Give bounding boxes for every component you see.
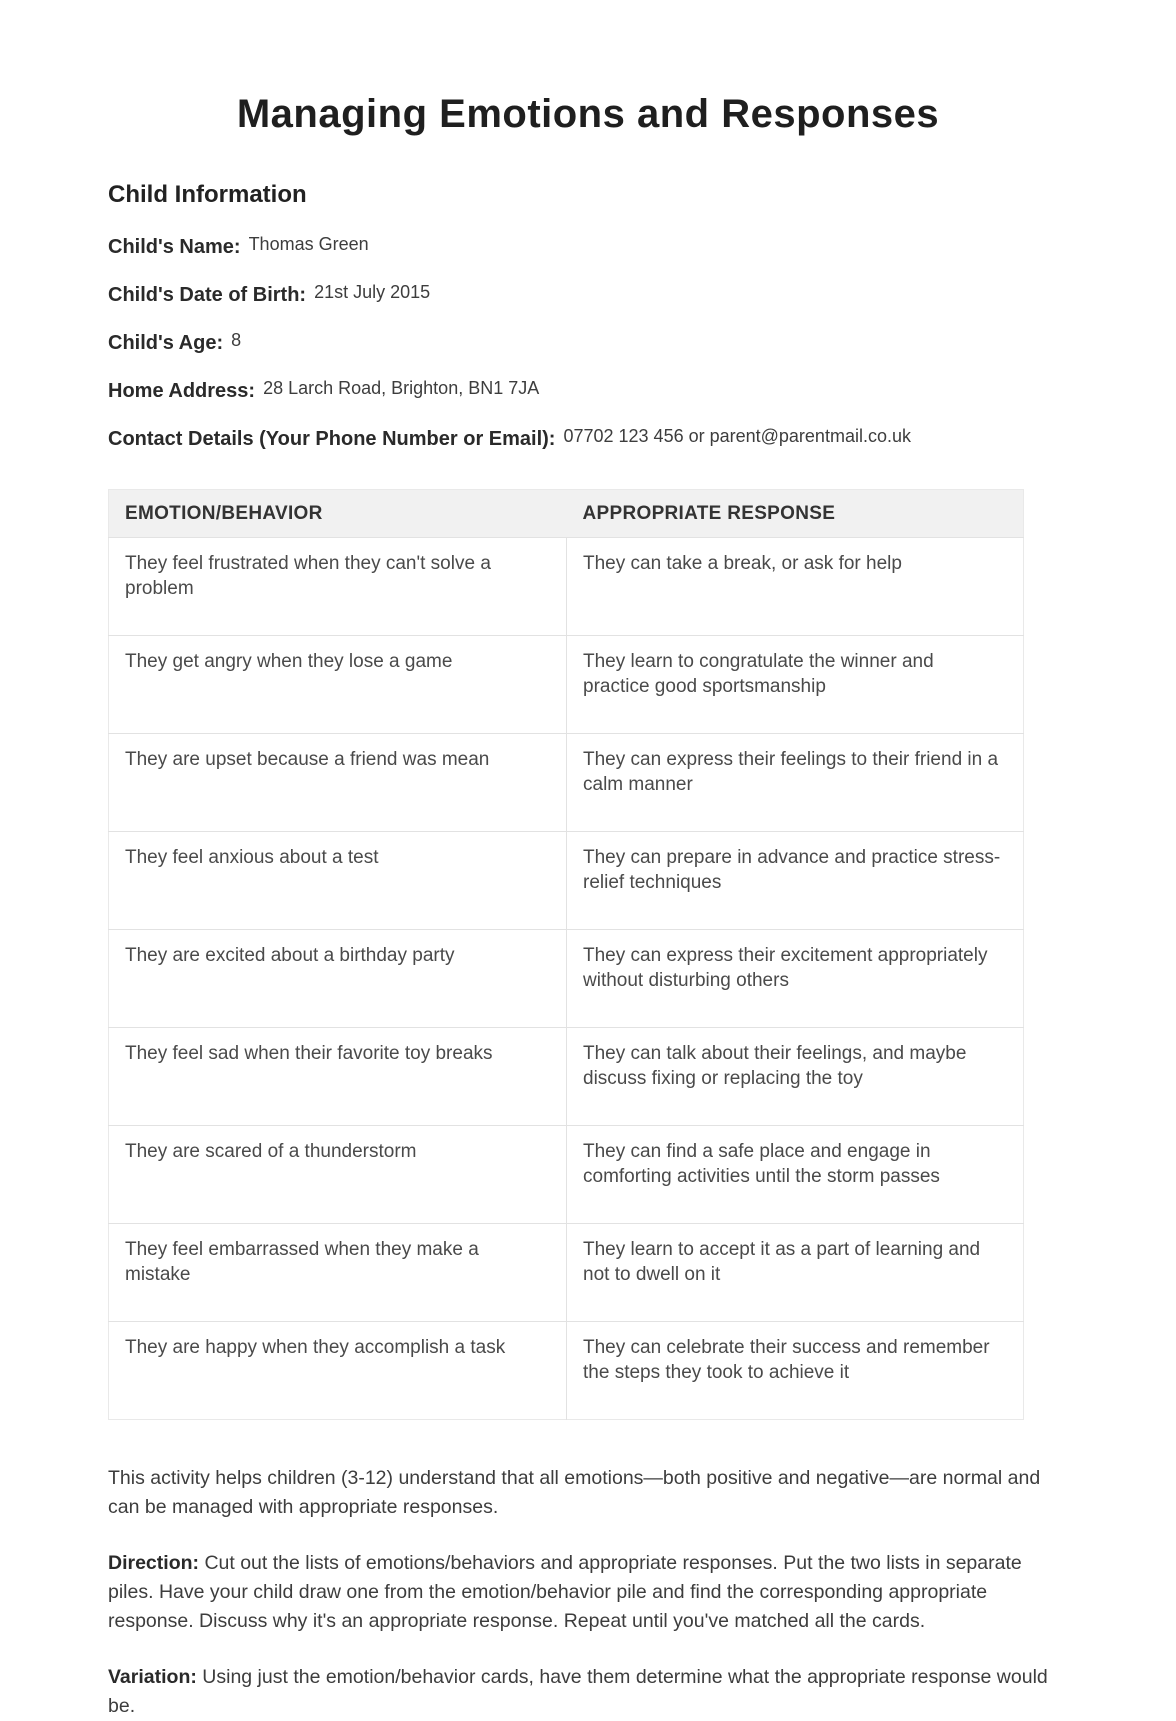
field-date-of-birth: [108, 283, 1068, 309]
table-row: [109, 832, 1024, 930]
field-home-address: [108, 379, 1068, 405]
table-row: [109, 930, 1024, 1028]
table-row: [109, 734, 1024, 832]
variation-text: Using just the emotion/behavior cards, have them determine what the appropriate response would be.: [108, 1666, 1048, 1717]
field-value: Thomas Green: [248, 234, 369, 254]
response-cell: They can express their feelings to their friend in a calm manner: [567, 734, 1024, 832]
notes-section: [108, 1464, 1052, 1721]
response-cell: They can celebrate their success and remember the steps they took to achieve it: [567, 1322, 1024, 1420]
table-header-response: APPROPRIATE RESPONSE: [567, 490, 1024, 538]
child-info-section: [108, 181, 1068, 453]
field-childs-age: [108, 331, 1068, 357]
response-cell: They can talk about their feelings, and maybe discuss fixing or replacing the toy: [567, 1028, 1024, 1126]
field-label: Child's Date of Birth:: [108, 284, 307, 306]
variation-paragraph: [108, 1663, 1052, 1721]
emotion-cell: They are excited about a birthday party: [109, 930, 567, 1028]
field-label: Child's Name:: [108, 236, 241, 258]
response-cell: They can find a safe place and engage in comforting activities until the storm passes: [567, 1126, 1024, 1224]
emotion-cell: They are happy when they accomplish a task: [109, 1322, 567, 1420]
field-childs-name: [108, 235, 1068, 261]
response-cell: They can prepare in advance and practice stress-relief techniques: [567, 832, 1024, 930]
field-label: Home Address:: [108, 380, 256, 402]
variation-label: Variation:: [108, 1666, 197, 1688]
intro-paragraph: This activity helps children (3-12) understand that all emotions—both positive and negative—are normal and can be managed with appropriate responses.: [108, 1467, 1041, 1518]
response-cell: They can take a break, or ask for help: [567, 538, 1024, 636]
response-cell: They can express their excitement appropriately without disturbing others: [567, 930, 1024, 1028]
emotion-cell: They feel embarrassed when they make a mistake: [109, 1224, 567, 1322]
emotion-cell: They feel anxious about a test: [109, 832, 567, 930]
emotion-cell: They are scared of a thunderstorm: [109, 1126, 567, 1224]
table-row: [109, 1224, 1024, 1322]
table-row: [109, 538, 1024, 636]
direction-text: Cut out the lists of emotions/behaviors and appropriate responses. Put the two lists in separate piles. Have your child draw one from the emotion/behavior pile and find the corresponding appropriate response. Discuss why it's an appropriate response. Repeat until you've matched all the cards.: [108, 1552, 1022, 1632]
direction-paragraph: [108, 1549, 1052, 1636]
field-label: Contact Details (Your Phone Number or Email):: [108, 428, 556, 450]
table-row: [109, 636, 1024, 734]
emotion-response-table: [108, 489, 1024, 1420]
page-title: Managing Emotions and Responses: [236, 92, 940, 136]
emotion-cell: They get angry when they lose a game: [109, 636, 567, 734]
field-contact-details: [108, 427, 1068, 453]
field-value: 28 Larch Road, Brighton, BN1 7JA: [263, 378, 540, 398]
field-label: Child's Age:: [108, 332, 224, 354]
table-row: [109, 1028, 1024, 1126]
field-value: 21st July 2015: [314, 282, 431, 302]
response-cell: They learn to congratulate the winner and practice good sportsmanship: [567, 636, 1024, 734]
direction-label: Direction:: [108, 1552, 200, 1574]
emotion-cell: They feel sad when their favorite toy breaks: [109, 1028, 567, 1126]
table-row: [109, 1322, 1024, 1420]
table-header-row: [109, 490, 1024, 538]
response-cell: They learn to accept it as a part of learning and not to dwell on it: [567, 1224, 1024, 1322]
table-row: [109, 1126, 1024, 1224]
field-value: 07702 123 456 or parent@parentmail.co.uk: [563, 426, 911, 446]
child-info-heading: Child Information: [108, 181, 307, 208]
field-value: 8: [231, 330, 242, 350]
emotion-cell: They feel frustrated when they can't solve a problem: [109, 538, 567, 636]
table-header-emotion: EMOTION/BEHAVIOR: [109, 490, 567, 538]
emotion-cell: They are upset because a friend was mean: [109, 734, 567, 832]
